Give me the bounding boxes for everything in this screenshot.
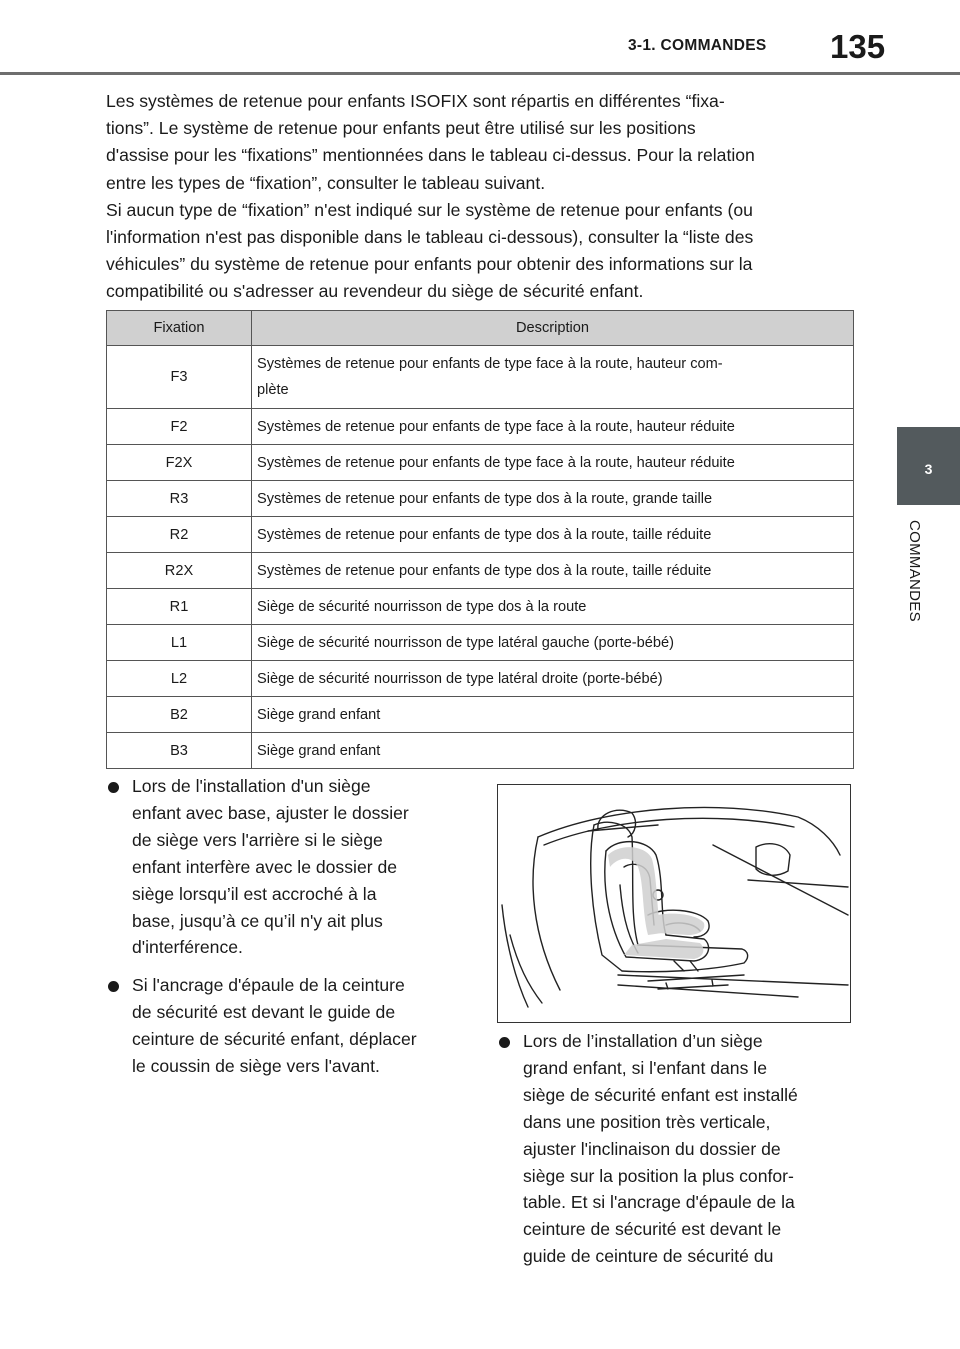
- intro-line: entre les types de “fixation”, consulter le tableau suivant.: [106, 172, 546, 193]
- fixation-table: [106, 310, 854, 769]
- table-row: [107, 661, 854, 697]
- bullet-dot-icon: [108, 782, 119, 793]
- fixation-description: [252, 346, 854, 409]
- header-rule: [0, 72, 960, 75]
- bullet-line: ceinture de sécurité est devant le: [523, 1219, 782, 1240]
- intro-line: Les systèmes de retenue pour enfants ISOFIX sont répartis en différentes “fixa-: [106, 91, 725, 111]
- fixation-description: Systèmes de retenue pour enfants de type face à la route, hauteur réduite: [252, 445, 854, 481]
- bullet-line: guide de ceinture de sécurité du: [523, 1246, 774, 1267]
- bullet-line: grand enfant, si l'enfant dans le: [523, 1057, 767, 1078]
- bullet-line: table. Et si l'ancrage d'épaule de la: [523, 1192, 795, 1213]
- bullet-line: de siège vers l'arrière si le siège: [132, 829, 383, 850]
- table-row: [107, 346, 854, 409]
- fixation-code: F2X: [107, 445, 252, 481]
- bullet-line: enfant interfère avec le dossier de: [132, 856, 398, 877]
- column-header-fixation: Fixation: [107, 311, 252, 346]
- bullet-dot-icon: [108, 981, 119, 992]
- child-seat-illustration-icon: [498, 785, 849, 1021]
- fixation-code: L1: [107, 625, 252, 661]
- bullet-line: ajuster l'inclinaison du dossier de: [523, 1138, 781, 1159]
- bullet-line: le coussin de siège vers l'avant.: [132, 1056, 380, 1077]
- intro-line: véhicules” du système de retenue pour enfants pour obtenir des informations sur la: [106, 254, 753, 275]
- table-row: [107, 481, 854, 517]
- intro-paragraph: [106, 88, 850, 306]
- table-row: [107, 625, 854, 661]
- fixation-code: B3: [107, 733, 252, 769]
- chapter-tab: [897, 427, 960, 505]
- table-row: [107, 733, 854, 769]
- table-row: [107, 697, 854, 733]
- bullet-line: siège sur la position la plus confor-: [523, 1165, 794, 1186]
- bullet-item: [106, 972, 466, 1080]
- table-header-row: [107, 311, 854, 346]
- fixation-code: F2: [107, 409, 252, 445]
- chapter-number: 3: [924, 461, 933, 477]
- bullet-line: base, jusqu’à ce qu’il n'y ait plus: [132, 910, 383, 931]
- bullet-line: d'interférence.: [132, 937, 243, 958]
- table-row: [107, 409, 854, 445]
- table-row: [107, 517, 854, 553]
- fixation-code: R3: [107, 481, 252, 517]
- bullet-dot-icon: [499, 1037, 510, 1048]
- fixation-code: B2: [107, 697, 252, 733]
- section-title: 3-1. COMMANDES: [628, 37, 767, 54]
- table-row: [107, 553, 854, 589]
- right-bullet-list: [497, 1028, 842, 1281]
- bullet-line: enfant avec base, ajuster le dossier: [132, 802, 409, 823]
- column-header-description: Description: [252, 311, 854, 346]
- fixation-description: Systèmes de retenue pour enfants de type dos à la route, taille réduite: [252, 517, 854, 553]
- intro-line: d'assise pour les “fixations” mentionnées dans le tableau ci-dessus. Pour la relation: [106, 145, 755, 166]
- fixation-description: Siège grand enfant: [252, 733, 854, 769]
- table-row: [107, 589, 854, 625]
- bullet-line: de sécurité est devant le guide de: [132, 1002, 396, 1023]
- bullet-line: Si l'ancrage d'épaule de la ceinture: [132, 975, 405, 996]
- chapter-label: COMMANDES: [906, 520, 923, 622]
- bullet-item: [497, 1028, 842, 1270]
- fixation-code: R2X: [107, 553, 252, 589]
- intro-line: Si aucun type de “fixation” n'est indiqué sur le système de retenue pour enfants (ou: [106, 199, 753, 220]
- bullet-line: siège de sécurité enfant est installé: [523, 1084, 798, 1105]
- bullet-line: siège lorsqu’il est accroché à la: [132, 883, 377, 904]
- child-seat-illustration: [497, 784, 851, 1023]
- fixation-description: Siège de sécurité nourrisson de type latéral gauche (porte-bébé): [252, 625, 854, 661]
- fixation-code: R1: [107, 589, 252, 625]
- fixation-description: Siège de sécurité nourrisson de type dos à la route: [252, 589, 854, 625]
- fixation-code: R2: [107, 517, 252, 553]
- page-number: 135: [830, 28, 886, 65]
- intro-line: compatibilité ou s'adresser au revendeur du siège de sécurité enfant.: [106, 281, 644, 302]
- description-line: plète: [257, 382, 289, 398]
- left-bullet-list: [106, 773, 466, 1091]
- fixation-code: F3: [107, 346, 252, 409]
- fixation-code: L2: [107, 661, 252, 697]
- table-row: [107, 445, 854, 481]
- fixation-description: Siège de sécurité nourrisson de type latéral droite (porte-bébé): [252, 661, 854, 697]
- intro-line: tions”. Le système de retenue pour enfants peut être utilisé sur les positions: [106, 118, 696, 139]
- fixation-description: Systèmes de retenue pour enfants de type face à la route, hauteur réduite: [252, 409, 854, 445]
- fixation-description: Siège grand enfant: [252, 697, 854, 733]
- fixation-description: Systèmes de retenue pour enfants de type dos à la route, taille réduite: [252, 553, 854, 589]
- description-line: Systèmes de retenue pour enfants de type face à la route, hauteur com-: [257, 356, 723, 372]
- fixation-description: Systèmes de retenue pour enfants de type dos à la route, grande taille: [252, 481, 854, 517]
- intro-line: l'information n'est pas disponible dans le tableau ci-dessous), consulter la “liste des: [106, 227, 754, 248]
- bullet-line: dans une position très verticale,: [523, 1111, 771, 1132]
- bullet-line: Lors de l’installation d’un siège: [523, 1031, 763, 1051]
- bullet-line: ceinture de sécurité enfant, déplacer: [132, 1029, 417, 1050]
- bullet-line: Lors de l'installation d'un siège: [132, 776, 371, 796]
- bullet-item: [106, 773, 466, 961]
